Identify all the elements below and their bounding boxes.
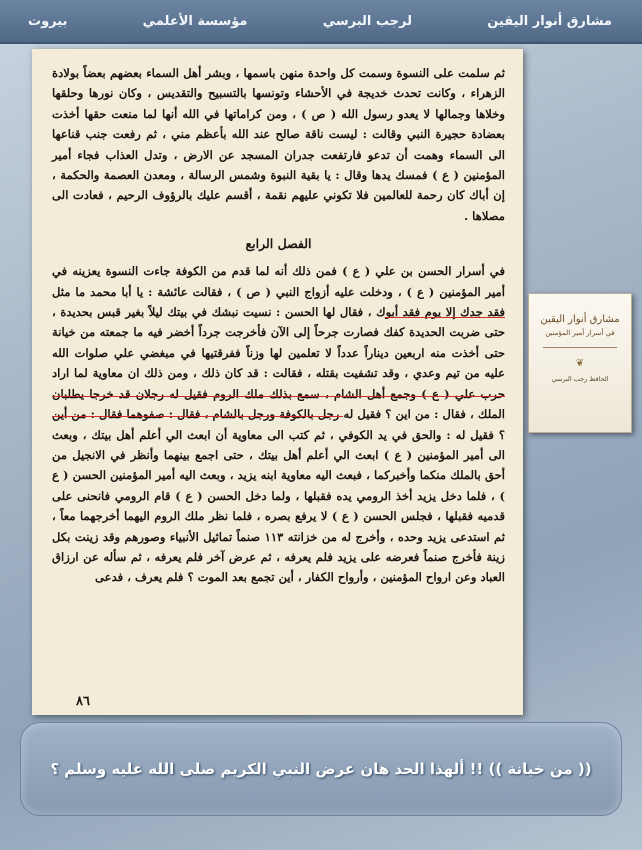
header-author: لرجب البرسي: [322, 13, 412, 29]
ornament-icon: ❦: [575, 358, 585, 369]
book-cover-title: مشارق أنوار اليقين: [540, 314, 620, 325]
caption-text: (( من خيانة )) !! ألهذا الحد هان عرض النبي الكريم صلى الله عليه وسلم ؟: [50, 760, 592, 778]
page-number: ٨٦: [76, 694, 90, 709]
book-cover-divider: [543, 347, 617, 348]
highlight-underline: [52, 416, 343, 417]
caption-banner: [20, 722, 622, 816]
header-bar: [0, 0, 642, 44]
page-paragraph-2: في أسرار الحسن بن علي ( ع ) فمن ذلك أنه لما قدم من الكوفة جاءت النسوة يعزينه في أمير المؤمنين ( ع ) ، ودخلت عليه أزواج النبي ( ص ) ، فقالت عائشة : يا أبا محمد ما مثل فقد جدك إلا يوم فقد أبوك ، فقال لها الحسن : نسيت نبشك في بيتك ليلاً بغير قبس بحديدة ، حتى ضربت الحديدة كفك فصارت جرحاً إلى الآن فأخرجت جرداً أخضر فيه ما جمعته من خيانة حتى أخذت منه اربعين ديناراً عدداً لا تعلمين لها وزناً ففرقتيها في مبغضي علي صلوات الله عليه من تيم وعدي ، وقد تشفيت بقتله ، فقالت : قد كان ذلك ، ومن ذلك ان معاوية لما اراد حرب علي ( ع ) وجمع أهل الشام ، سمع بذلك ملك الروم فقيل له رجلان قد خرجا يطلبان الملك ، فقال : من اين ؟ فقيل له رجل بالكوفة ورجل بالشام ، فقال : صفوهما فقال : من أين ؟ فقيل له : والحق في يد الكوفي ، ثم كتب الى معاوية أن ابعث الي أعلم أهل بيتك ، وبعث الى أمير المؤمنين ( ع ) ابعث الي أعلم أهل بيتك ، حتى اجمع بينهما وأنظر في الانجيل من أحق بالملك منكما وأخبركما ، فبعث اليه معاوية ابنه يزيد ، وبعث اليه أمير المؤمنين الحسن ( ع ) ، فلما دخل يزيد أخذ الرومي يده فقبلها ، ولما دخل الحسن ( ع ) قام الرومي فانحنى على قدميه فقبلها ، فجلس الحسن ( ع ) لا يرفع بصره ، فلما نظر ملك الروم اليهما أخرجهما معاً ، ثم استدعى يزيد وحده ، وأخرج له من خزانته ١١٣ صنماً تماثيل الأنبياء وصورهم وقد زينت بكل زينة فأخرج صنماً فعرضه على يزيد فلم يعرفه ، ثم عرض آخر فلم يعرفه ، ثم سأله عن ارزاق العباد وعن ارواح المؤمنين ، وأرواح الكفار ، أين تجمع بعد الموت ؟ فلم يعرف ، فدعى: [52, 264, 506, 585]
page-paragraph-1: ثم سلمت على النسوة وسمت كل واحدة منهن باسمها ، وبشر أهل السماء بعضهم بعضاً بولادة الزهراء ، وكانت تحدث خديجة في الأحشاء وتونسها بالتسبيح والتقديس ، وكان نورها وحلقها وخلاها وجمالها لا يعدو رسول الله ( ص ) ، ومن كراماتها في الله أنها لما منعت حقها أخذت بعضادة حجيرة النبي وقالت : ليست ناقة صالح عند الله بأعظم مني ، ثم رفعت جنب قناعها الى السماء وهمت أن تدعو فارتفعت جدران المسجد عن الارض ، وتدل العذاب فجاء أمير المؤمنين ( ع ) فمسك يدها وقال : يا بقية النبوة وشمس الرسالة ، ومعدن العصمة والحكمة ، إن أباك كان رحمة للعالمين فلا تكوني عليهم نقمة ، أقسم عليك بالرؤوف الرحيم ، فعادت الى مصلاها .: [52, 66, 505, 223]
section-heading: الفصل الرابع: [245, 236, 312, 252]
book-cover-thumbnail: [528, 293, 632, 433]
header-publisher: مؤسسة الأعلمي: [142, 13, 248, 29]
highlight-underline: [385, 317, 505, 318]
header-city: بيروت: [28, 13, 68, 29]
book-cover-subtitle: في أسرار أمير المؤمنين: [545, 329, 615, 337]
header-book-title: مشارق أنوار اليقين: [487, 13, 612, 29]
scanned-book-page: [32, 49, 523, 715]
highlight-underline: [52, 396, 505, 397]
book-cover-author: الحافظ رجب البرسي: [551, 375, 609, 383]
